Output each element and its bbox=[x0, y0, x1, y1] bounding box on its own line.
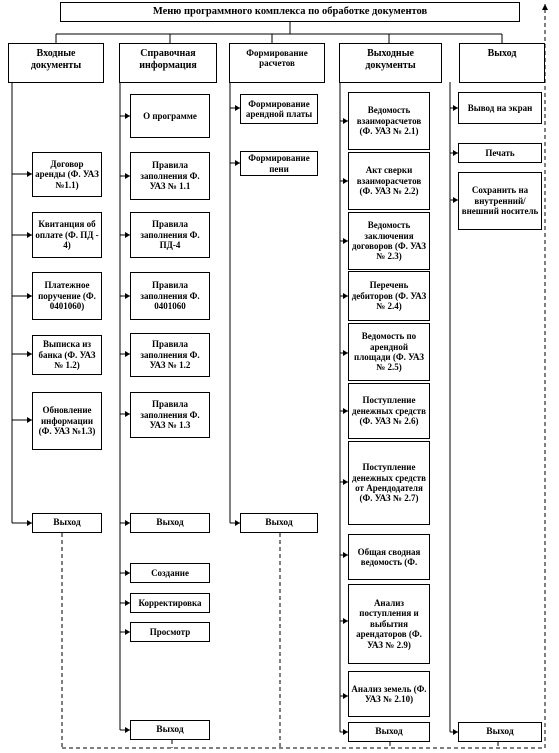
menu-item-info-update[interactable]: Обновление информации (Ф. УАЗ №1.3) bbox=[32, 392, 102, 450]
menu-item-land-analysis[interactable]: Анализ земель (Ф. УАЗ № 2.10) bbox=[348, 671, 430, 717]
save-to-media-button[interactable]: Сохранить на внутренний/внешний носитель bbox=[458, 172, 542, 230]
menu-item-summary-sheet[interactable]: Общая сводная ведомость (Ф. bbox=[348, 534, 430, 580]
menu-item-contracts-sheet[interactable]: Ведомость заключения договоров (Ф. УАЗ № 2.3) bbox=[348, 212, 430, 270]
menu-item-lease-contract[interactable]: Договор аренды (Ф. УАЗ №1.1) bbox=[32, 152, 102, 197]
menu-item-rental-area-sheet[interactable]: Ведомость по арендной площади (Ф. УАЗ № 2.5) bbox=[348, 323, 430, 381]
column-header-reference[interactable]: Справочная информация bbox=[119, 43, 217, 83]
exit-button-reference-actions[interactable]: Выход bbox=[130, 720, 210, 740]
menu-item-rules-0401060[interactable]: Правила заполнения Ф. 0401060 bbox=[130, 272, 210, 320]
menu-item-reconciliation-act[interactable]: Акт сверки взаиморасчетов (Ф. УАЗ № 2.2) bbox=[348, 152, 430, 210]
menu-item-rules-pd-4[interactable]: Правила заполнения Ф. ПД-4 bbox=[130, 212, 210, 258]
menu-item-payment-order[interactable]: Платежное поручение (Ф. 0401060) bbox=[32, 272, 102, 320]
column-header-output[interactable]: Выходные документы bbox=[339, 43, 442, 83]
menu-item-bank-statement[interactable]: Выписка из банка (Ф. УАЗ № 1.2) bbox=[32, 335, 102, 375]
menu-item-cash-receipts[interactable]: Поступление денежных средств (Ф. УАЗ № 2.6) bbox=[348, 383, 430, 439]
display-on-screen-button[interactable]: Вывод на экран bbox=[458, 92, 542, 124]
create-button[interactable]: Создание bbox=[130, 563, 210, 583]
menu-item-settlements-sheet[interactable]: Ведомость взаиморасчетов (Ф. УАЗ № 2.1) bbox=[348, 92, 430, 150]
menu-item-tenants-analysis[interactable]: Анализ поступления и выбытия арендаторов (Ф. УАЗ № 2.9) bbox=[348, 584, 430, 664]
column-header-exit[interactable]: Выход bbox=[459, 43, 545, 83]
exit-button-reference[interactable]: Выход bbox=[130, 513, 210, 533]
menu-item-debtors-list[interactable]: Перечень дебиторов (Ф. УАЗ № 2.4) bbox=[348, 271, 430, 321]
menu-item-cash-from-lessor[interactable]: Поступление денежных средств от Арендодателя (Ф. УАЗ № 2.7) bbox=[348, 441, 430, 525]
column-header-incoming[interactable]: Входные документы bbox=[8, 43, 104, 83]
exit-button-output[interactable]: Выход bbox=[348, 722, 430, 742]
menu-item-penalty-calc[interactable]: Формирование пени bbox=[240, 151, 318, 176]
print-button[interactable]: Печать bbox=[458, 143, 542, 163]
exit-button-calc[interactable]: Выход bbox=[240, 513, 318, 533]
menu-item-about[interactable]: О программе bbox=[130, 94, 210, 138]
menu-item-rent-calc[interactable]: Формирование арендной платы bbox=[240, 94, 318, 124]
menu-item-rules-uaz-1-2[interactable]: Правила заполнения Ф. УАЗ № 1.2 bbox=[130, 333, 210, 377]
menu-item-rules-uaz-1-3[interactable]: Правила заполнения Ф. УАЗ № 1.3 bbox=[130, 392, 210, 438]
edit-button[interactable]: Корректировка bbox=[130, 593, 210, 613]
exit-button-final[interactable]: Выход bbox=[458, 722, 542, 742]
column-header-calc[interactable]: Формирование расчетов bbox=[229, 43, 325, 83]
exit-button-incoming[interactable]: Выход bbox=[32, 513, 102, 533]
view-button[interactable]: Просмотр bbox=[130, 622, 210, 642]
menu-title: Меню программного комплекса по обработке документов bbox=[60, 2, 520, 22]
menu-item-payment-receipt[interactable]: Квитанция об оплате (Ф. ПД - 4) bbox=[32, 212, 102, 258]
menu-item-rules-uaz-1-1[interactable]: Правила заполнения Ф. УАЗ № 1.1 bbox=[130, 152, 210, 200]
